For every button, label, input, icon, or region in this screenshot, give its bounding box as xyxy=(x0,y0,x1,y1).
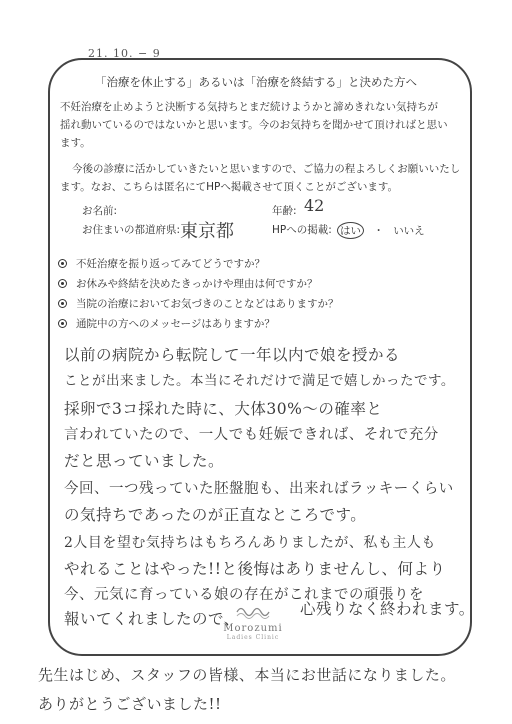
hand-line-3: 採卵で3コ採れた時に、大体30%〜の確率と xyxy=(64,400,383,418)
closing-line-2: ありがとうございました!! xyxy=(38,695,222,713)
prefecture-label: お住まいの都道府県: xyxy=(82,224,181,236)
hand-line-11-tail: 心残りなく終われます。 xyxy=(300,600,475,618)
hand-line-10: 今、元気に育っている娘の存在がこれまでの頑張りを xyxy=(64,587,424,603)
bullet-icon xyxy=(58,279,67,288)
hp-separator-dot: ・ xyxy=(373,225,384,237)
intro-line-2: 揺れ動いているのではないかと思います。今のお気持ちを聞かせて頂ければと思い xyxy=(60,119,448,131)
intro-line-3: ます。 xyxy=(60,137,91,149)
name-label: お名前: xyxy=(82,205,118,217)
hand-line-6: 今回、一つ残っていた胚盤胞も、出来ればラッキーくらい xyxy=(64,481,454,497)
hp-no-option: いいえ xyxy=(393,225,425,237)
question-4: 通院中の方へのメッセージはありますか？ xyxy=(58,316,275,331)
date-handwritten: 21. 10. − 9 xyxy=(88,47,161,60)
hand-line-11: 報いてくれましたので、 xyxy=(64,610,240,628)
hand-line-5: だと思っていました。 xyxy=(64,452,225,470)
age-value: 42 xyxy=(304,196,325,215)
hp-options xyxy=(337,222,425,239)
intro-line-4: 今後の診療に活かしていきたいと思いますので、ご協力の程よろしくお願いいたし xyxy=(72,163,461,175)
closing-line-1: 先生はじめ、スタッフの皆様、本当にお世話になりました。 xyxy=(38,666,456,684)
bullet-icon xyxy=(58,299,67,308)
survey-title: 「治療を休止する」あるいは「治療を終結する」と決めた方へ xyxy=(95,75,417,89)
clinic-logo-sub: Ladies Clinic xyxy=(226,634,280,641)
hand-line-9: やれることはやった!!と後悔はありませんし、何より xyxy=(64,560,446,578)
age-label: 年齢: xyxy=(272,205,297,217)
clinic-logo xyxy=(218,604,288,641)
intro-line-5: ます。なお、こちらは匿名にてHPへ掲載させて頂くことがございます。 xyxy=(60,181,399,193)
hand-line-7: の気持ちであったのが正直なところです。 xyxy=(64,506,367,524)
bullet-icon xyxy=(58,259,67,268)
hand-line-4: 言われていたので、一人でも妊娠できれば、それで充分 xyxy=(64,427,439,443)
question-2: お休みや終結を決めたきっかけや理由は何ですか？ xyxy=(58,276,318,291)
hand-line-8: 2人目を望む気持ちはもちろんありましたが、私も主人も xyxy=(64,535,436,551)
hand-line-2: ことが出来ました。本当にそれだけで満足で嬉しかったです。 xyxy=(64,373,455,389)
question-3: 当院の治療においてお気づきのことなどはありますか？ xyxy=(58,296,339,311)
clinic-logo-mark xyxy=(233,605,273,619)
prefecture-value: 東京都 xyxy=(180,221,234,242)
hp-yes-option: はい xyxy=(337,222,364,239)
bullet-icon xyxy=(58,319,67,328)
clinic-logo-name: Morozumi xyxy=(223,623,283,634)
question-1: 不妊治療を振り返ってみてどうですか？ xyxy=(58,256,265,271)
intro-line-1: 不妊治療を止めようと決断する気持ちとまだ続けようかと諦めきれない気持ちが xyxy=(60,101,438,113)
hp-label: HPへの掲載: xyxy=(272,224,332,236)
hand-line-1: 以前の病院から転院して一年以内で娘を授かる xyxy=(64,346,401,364)
